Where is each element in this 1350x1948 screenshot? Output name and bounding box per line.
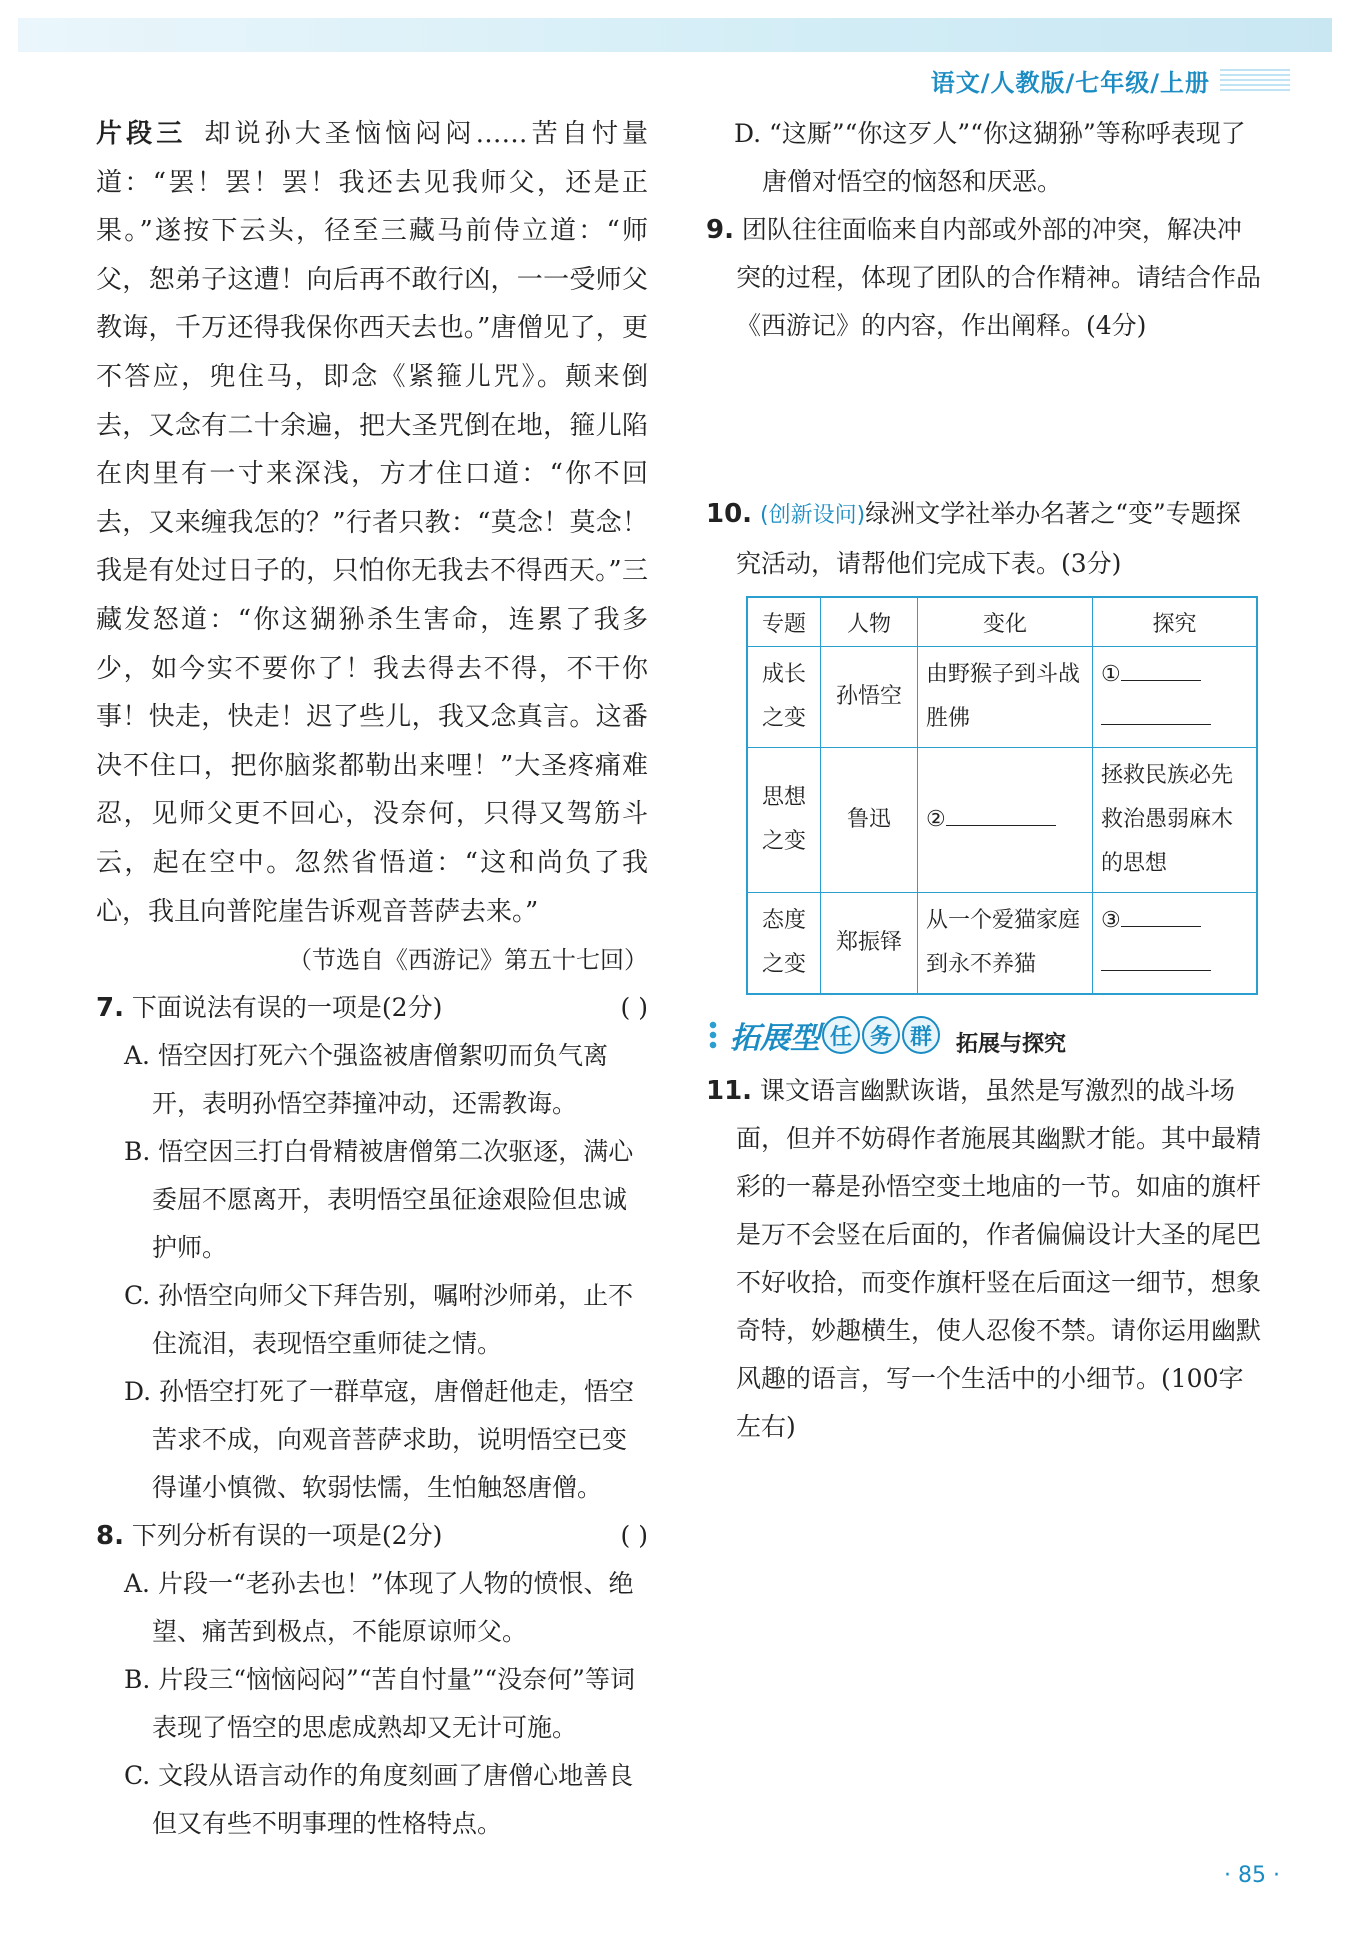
section-sub: 拓展与探究 <box>956 1031 1067 1057</box>
question-9 <box>706 206 1261 350</box>
answer-blank[interactable] <box>1101 946 1211 971</box>
cell-topic: 思想之变 <box>747 748 821 893</box>
top-decor-band <box>18 18 1332 52</box>
th-explore: 探究 <box>1093 597 1258 647</box>
section-main: 拓展型 <box>730 1021 820 1056</box>
passage-text: 却说孙大圣恼恼闷闷……苦自忖量道：“罢！罢！罢！我还去见我师父，还是正果。”遂按下云头，径至三藏马前侍立道：“师父，恕弟子这遭！向后再不敢行凶，一一受师父教诲，千万还得我保你西天去也。”唐僧见了，更不答应，兜住马，即念《紧箍儿咒》。颠来倒去，又念有二十余遍，把大圣咒倒在地，箍儿陷在肉里有一寸来深浅，方才住口道：“你不回去，又来缠我怎的？”行者只教：“莫念！莫念！我是有处过日子的，只怕你无我去不得西天。”三藏发怒道：“你这猢狲杀生害命，连累了我多少，如今实不要你了！我去得去不得，不干你事！快走，快走！迟了些儿，我又念真言。这番决不住口，把你脑浆都勒出来哩！”大圣疼痛难忍，见师父更不回心，没奈何，只得又驾筋斗云，起在空中。忽然省悟道：“这和尚负了我心，我且向普陀崖告诉观音菩萨去来。” <box>96 119 648 927</box>
q8-number: 8. <box>96 1521 124 1552</box>
passage <box>96 110 648 936</box>
q7-option-a: A. 悟空因打死六个强盗被唐僧絮叨而负气离开，表明孙悟空莽撞冲动，还需教诲。 <box>124 1041 608 1119</box>
th-topic: 专题 <box>747 597 821 647</box>
circle-char: 任 <box>822 1016 860 1054</box>
q10-text: 绿洲文学社举办名著之“变”专题探究活动，请帮他们完成下表。(3分) <box>736 499 1241 578</box>
header-decor-lines <box>1220 69 1290 91</box>
question-8 <box>96 1512 648 1848</box>
passage-source: （节选自《西游记》第五十七回） <box>288 946 648 975</box>
table-row <box>747 893 1257 995</box>
q7-stem: 下面说法有误的一项是(2分) <box>131 993 443 1023</box>
left-column <box>96 110 648 1848</box>
q8-option-b: B. 片段三“恼恼闷闷”“苦自忖量”“没奈何”等词表现了悟空的思虑成熟却又无计可施。 <box>124 1665 635 1743</box>
dots-icon <box>706 1020 720 1050</box>
q9-number: 9. <box>706 215 734 245</box>
q7-option-d: D. 孙悟空打死了一群草寇，唐僧赶他走，悟空苦求不成，向观音菩萨求助，说明悟空已变得谨小慎微、软弱怯懦，生怕触怒唐僧。 <box>124 1377 635 1503</box>
cell-topic: 成长之变 <box>747 647 821 748</box>
th-change: 变化 <box>918 597 1093 647</box>
q9-answer-space[interactable] <box>706 350 1261 490</box>
right-column <box>706 110 1261 1451</box>
circle-char: 群 <box>902 1016 940 1054</box>
page-number: · 85 · <box>1224 1863 1280 1888</box>
q8-option-c: C. 文段从语言动作的角度刻画了唐僧心地善良但又有些不明事理的性格特点。 <box>124 1761 634 1839</box>
q7-option-b: B. 悟空因三打白骨精被唐僧第二次驱逐，满心委屈不愿离开，表明悟空虽征途艰险但忠诚护师。 <box>124 1137 634 1263</box>
blank-marker: ③ <box>1101 908 1121 933</box>
question-11 <box>706 1067 1261 1451</box>
passage-label: 片段三 <box>96 119 187 149</box>
blank-marker: ① <box>1101 662 1121 687</box>
table-row <box>747 647 1257 748</box>
answer-blank[interactable] <box>946 801 1056 826</box>
cell-person: 孙悟空 <box>821 647 918 748</box>
q10-number: 10. <box>706 499 753 529</box>
q7-answer-paren[interactable]: ( ) <box>620 993 648 1023</box>
cell-change: 从一个爱猫家庭到永不养猫 <box>918 893 1093 995</box>
th-person: 人物 <box>821 597 918 647</box>
q10-tag: (创新设问) <box>760 503 866 528</box>
explore-table <box>746 596 1258 995</box>
answer-blank[interactable] <box>1101 700 1211 725</box>
table-header-row <box>747 597 1257 647</box>
q11-number: 11. <box>706 1076 753 1106</box>
table-row <box>747 748 1257 893</box>
q8-answer-paren[interactable]: ( ) <box>620 1521 648 1551</box>
blank-marker: ② <box>926 807 946 832</box>
q8-option-a: A. 片段一“老孙去也！”体现了人物的愤恨、绝望、痛苦到极点，不能原谅师父。 <box>124 1569 634 1647</box>
cell-person: 郑振铎 <box>821 893 918 995</box>
q8-option-d: D. “这厮”“你这歹人”“你这猢狲”等称呼表现了唐僧对悟空的恼怒和厌恶。 <box>734 119 1246 196</box>
section-title <box>706 1007 1261 1063</box>
question-7 <box>96 984 648 1512</box>
cell-explore[interactable] <box>1093 893 1258 995</box>
cell-person: 鲁迅 <box>821 748 918 893</box>
cell-change: 由野猴子到斗战胜佛 <box>918 647 1093 748</box>
q9-text: 团队往往面临来自内部或外部的冲突，解决冲突的过程，体现了团队的合作精神。请结合作品《西游记》的内容，作出阐释。(4分) <box>736 215 1262 340</box>
circle-char: 务 <box>862 1016 900 1054</box>
cell-topic: 态度之变 <box>747 893 821 995</box>
q11-text: 课文语言幽默诙谐，虽然是写激烈的战斗场面，但并不妨碍作者施展其幽默才能。其中最精彩的一幕是孙悟空变土地庙的一节。如庙的旗杆是万不会竖在后面的，作者偏偏设计大圣的尾巴不好收拾，而变作旗杆竖在后面这一细节，想象奇特，妙趣横生，使人忍俊不禁。请你运用幽默风趣的语言，写一个生活中的小细节。(100字左右) <box>736 1076 1262 1441</box>
cell-explore[interactable] <box>1093 647 1258 748</box>
q8-stem: 下列分析有误的一项是(2分) <box>131 1521 443 1551</box>
page-header <box>931 58 1290 102</box>
breadcrumb: 语文/人教版/七年级/上册 <box>930 68 1210 97</box>
question-10 <box>706 490 1261 588</box>
q7-option-c: C. 孙悟空向师父下拜告别，嘱咐沙师弟，止不住流泪，表现悟空重师徒之情。 <box>124 1281 634 1359</box>
answer-blank[interactable] <box>1121 656 1201 681</box>
q7-number: 7. <box>96 993 124 1024</box>
cell-change[interactable] <box>918 748 1093 893</box>
cell-explore: 拯救民族必先救治愚弱麻木的思想 <box>1093 748 1258 893</box>
answer-blank[interactable] <box>1121 902 1201 927</box>
